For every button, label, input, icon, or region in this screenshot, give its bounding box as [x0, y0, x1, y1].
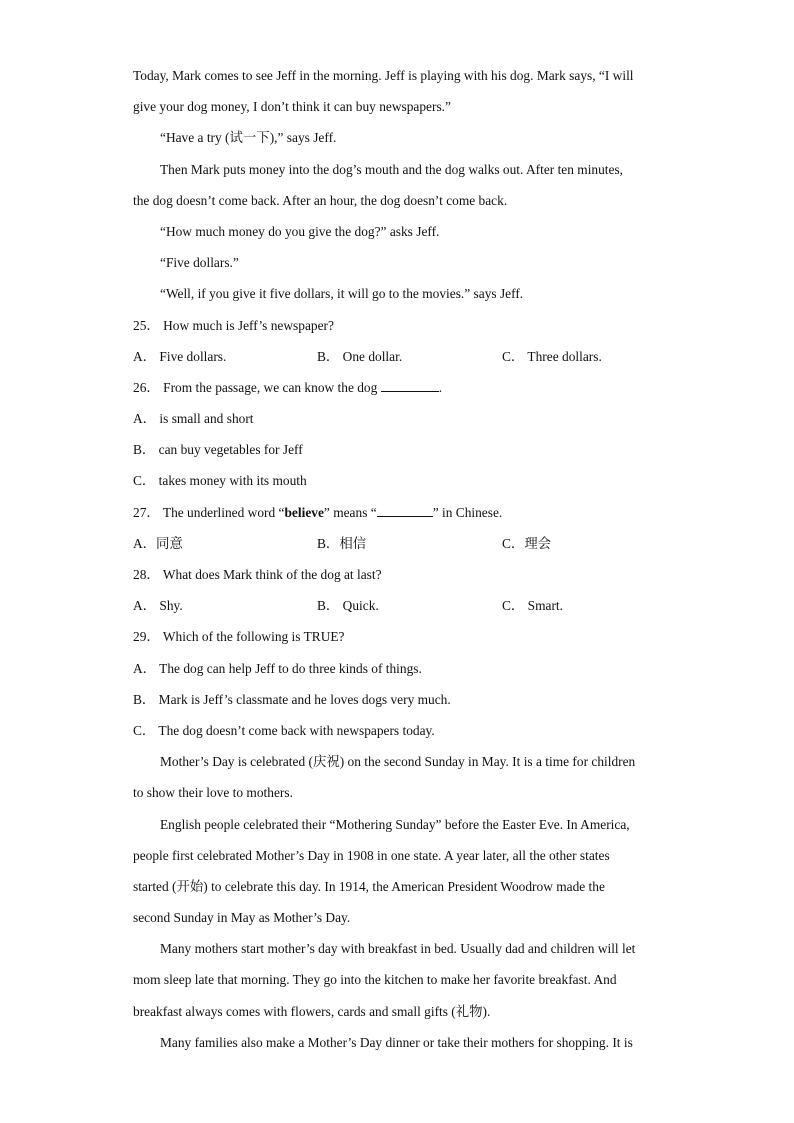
- passage-line: people first celebrated Mother’s Day in 1908 in one state. A year later, all the other states: [133, 847, 610, 863]
- question-27-stem: [133, 497, 661, 528]
- passage-line: second Sunday in May as Mother’s Day.: [133, 910, 351, 926]
- question-25-stem: 25． How much is Jeff’s newspaper?: [133, 317, 334, 333]
- passage-line: Then Mark puts money into the dog’s mouth and the dog walks out. After ten minutes,: [160, 161, 624, 177]
- option-c[interactable]: C． The dog doesn’t come back with newspapers today.: [133, 722, 435, 738]
- passage-line: breakfast always comes with flowers, cards and small gifts (礼物).: [133, 1003, 491, 1019]
- option-a[interactable]: A． is small and short: [133, 411, 254, 427]
- document-page: [133, 60, 661, 1058]
- question-26-text: 26． From the passage, we can know the dog: [133, 379, 378, 395]
- option-b[interactable]: B． Mark is Jeff’s classmate and he loves dogs very much.: [133, 691, 451, 707]
- passage-line: Mother’s Day is celebrated (庆祝) on the second Sunday in May. It is a time for children: [160, 754, 636, 770]
- answer-blank: [381, 379, 439, 392]
- option-c[interactable]: C． Smart.: [502, 598, 564, 614]
- question-27-mid: ” means “: [323, 504, 377, 520]
- passage-line: English people celebrated their “Mothering Sunday” before the Easter Eve. In America,: [160, 816, 630, 832]
- question-28-options: [133, 590, 661, 621]
- question-27-end: ” in Chinese.: [432, 504, 503, 520]
- passage-line: “How much money do you give the dog?” asks Jeff.: [160, 223, 440, 239]
- passage-line: “Have a try (试一下),” says Jeff.: [160, 130, 337, 146]
- passage-line: Today, Mark comes to see Jeff in the morning. Jeff is playing with his dog. Mark says, “I will: [133, 68, 634, 83]
- passage-line: started (开始) to celebrate this day. In 1914, the American President Woodrow made the: [133, 878, 605, 894]
- passage-line: “Five dollars.”: [160, 255, 239, 271]
- passage-line: to show their love to mothers.: [133, 785, 293, 801]
- option-b[interactable]: B．相信: [317, 535, 367, 551]
- answer-blank: [377, 504, 433, 517]
- question-27-options: [133, 528, 661, 559]
- passage-line: “Well, if you give it five dollars, it will go to the movies.” says Jeff.: [160, 286, 524, 302]
- question-26-end: .: [438, 379, 443, 395]
- question-25-options: [133, 341, 661, 372]
- option-a[interactable]: A．同意: [133, 535, 183, 551]
- question-27-text: 27． The underlined word “: [133, 504, 285, 520]
- option-a[interactable]: A． The dog can help Jeff to do three kinds of things.: [133, 660, 422, 676]
- passage-line: give your dog money, I don’t think it can buy newspapers.”: [133, 99, 451, 115]
- passage-line: the dog doesn’t come back. After an hour, the dog doesn’t come back.: [133, 192, 508, 208]
- option-a[interactable]: A． Shy.: [133, 598, 183, 614]
- option-c[interactable]: C． takes money with its mouth: [133, 473, 307, 489]
- option-c[interactable]: C．理会: [502, 535, 552, 551]
- passage-line: Many mothers start mother’s day with breakfast in bed. Usually dad and children will let: [160, 941, 636, 957]
- question-28-stem: 28． What does Mark think of the dog at last?: [133, 567, 382, 582]
- question-26-stem: [133, 372, 661, 403]
- option-b[interactable]: B． Quick.: [317, 598, 379, 614]
- option-b[interactable]: B． One dollar.: [317, 348, 403, 364]
- option-a[interactable]: A． Five dollars.: [133, 348, 227, 364]
- passage-line: Many families also make a Mother’s Day dinner or take their mothers for shopping. It is: [160, 1034, 633, 1050]
- underlined-word: believe: [284, 504, 324, 520]
- option-c[interactable]: C． Three dollars.: [502, 348, 602, 364]
- question-29-stem: 29． Which of the following is TRUE?: [133, 629, 345, 645]
- passage-line: mom sleep late that morning. They go into the kitchen to make her favorite breakfast. And: [133, 972, 617, 988]
- option-b[interactable]: B． can buy vegetables for Jeff: [133, 442, 303, 458]
